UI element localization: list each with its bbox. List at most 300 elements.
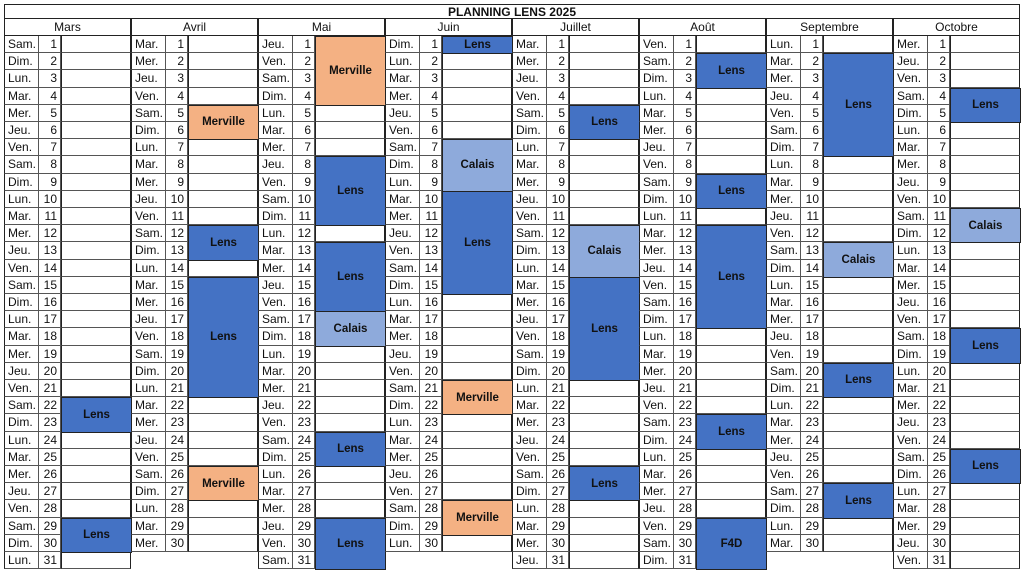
weekday-cell: Jeu. — [131, 432, 166, 449]
weekday-cell: Ven. — [4, 380, 39, 397]
weekday-cell: Jeu. — [512, 191, 547, 208]
day-number-cell: 16 — [293, 294, 315, 311]
weekday-cell: Mer. — [639, 122, 674, 139]
weekday-cell: Dim. — [512, 242, 547, 259]
event-cell — [315, 466, 385, 483]
weekday-cell: Lun. — [766, 518, 801, 535]
event-cell — [823, 466, 893, 483]
event-cell — [950, 36, 1020, 53]
event-cell — [315, 380, 385, 397]
event-cell — [569, 552, 639, 569]
event-cell — [950, 139, 1020, 156]
weekday-cell: Mar. — [893, 260, 928, 277]
day-number-cell: 16 — [420, 294, 442, 311]
weekday-cell: Ven. — [893, 311, 928, 328]
event-cell — [315, 139, 385, 156]
day-number-cell: 27 — [39, 483, 61, 500]
event-merville-avril: Merville — [188, 466, 259, 501]
day-number-cell: 22 — [293, 397, 315, 414]
day-number-cell: 11 — [674, 208, 696, 225]
event-cell — [61, 122, 131, 139]
weekday-cell: Mer. — [512, 174, 547, 191]
weekday-cell: Jeu. — [4, 363, 39, 380]
event-cell — [569, 449, 639, 466]
day-number-cell: 12 — [928, 225, 950, 242]
event-f4d-aout: F4D — [696, 518, 767, 571]
weekday-cell: Lun. — [512, 500, 547, 517]
day-number-cell: 28 — [547, 500, 569, 517]
event-cell — [315, 363, 385, 380]
day-number-cell: 4 — [39, 88, 61, 105]
event-cell — [442, 122, 512, 139]
day-number-cell: 18 — [928, 328, 950, 345]
day-number-cell: 21 — [166, 380, 188, 397]
day-number-cell: 21 — [928, 380, 950, 397]
day-number-cell: 16 — [166, 294, 188, 311]
event-cell — [569, 191, 639, 208]
weekday-cell: Jeu. — [131, 191, 166, 208]
event-cell — [696, 380, 766, 397]
weekday-cell: Jeu. — [4, 122, 39, 139]
event-cell — [442, 53, 512, 70]
weekday-cell: Jeu. — [893, 174, 928, 191]
weekday-cell: Sam. — [512, 105, 547, 122]
event-cell — [188, 432, 258, 449]
weekday-cell: Jeu. — [258, 518, 293, 535]
weekday-cell: Mer. — [766, 70, 801, 87]
day-number-cell: 24 — [674, 432, 696, 449]
weekday-cell: Jeu. — [512, 552, 547, 569]
weekday-cell: Jeu. — [4, 242, 39, 259]
day-number-cell: 1 — [928, 36, 950, 53]
event-lens-juin: Lens — [442, 36, 513, 54]
month-header-juin: Juin — [385, 19, 512, 36]
day-number-cell: 3 — [166, 70, 188, 87]
event-cell — [569, 53, 639, 70]
weekday-cell: Ven. — [766, 346, 801, 363]
day-number-cell: 25 — [928, 449, 950, 466]
event-cell — [569, 70, 639, 87]
day-number-cell: 31 — [293, 552, 315, 569]
day-number-cell: 10 — [166, 191, 188, 208]
weekday-cell: Jeu. — [385, 105, 420, 122]
event-cell — [442, 311, 512, 328]
day-number-cell: 7 — [547, 139, 569, 156]
weekday-cell: Sam. — [893, 88, 928, 105]
weekday-cell: Mer. — [258, 380, 293, 397]
day-number-cell: 20 — [166, 363, 188, 380]
day-number-cell: 12 — [293, 225, 315, 242]
weekday-cell: Lun. — [385, 294, 420, 311]
day-number-cell: 15 — [39, 277, 61, 294]
weekday-cell: Sam. — [639, 53, 674, 70]
event-cell — [823, 397, 893, 414]
day-number-cell: 11 — [420, 208, 442, 225]
day-number-cell: 12 — [801, 225, 823, 242]
day-number-cell: 5 — [39, 105, 61, 122]
day-number-cell: 15 — [293, 277, 315, 294]
weekday-cell: Lun. — [512, 380, 547, 397]
weekday-cell: Sam. — [893, 449, 928, 466]
day-number-cell: 17 — [39, 311, 61, 328]
weekday-cell: Jeu. — [893, 53, 928, 70]
weekday-cell: Mer. — [131, 535, 166, 552]
day-number-cell: 3 — [547, 70, 569, 87]
weekday-cell: Ven. — [258, 294, 293, 311]
event-cell — [696, 88, 766, 105]
weekday-cell: Dim. — [258, 449, 293, 466]
event-cell — [569, 88, 639, 105]
event-cell — [315, 414, 385, 431]
weekday-cell: Lun. — [385, 53, 420, 70]
weekday-cell: Sam. — [893, 328, 928, 345]
weekday-cell: Lun. — [766, 397, 801, 414]
day-number-cell: 16 — [928, 294, 950, 311]
event-cell — [696, 449, 766, 466]
day-number-cell: 10 — [928, 191, 950, 208]
event-cell — [950, 380, 1020, 397]
weekday-cell: Jeu. — [766, 449, 801, 466]
event-cell — [61, 466, 131, 483]
day-number-cell: 22 — [801, 397, 823, 414]
day-number-cell: 21 — [293, 380, 315, 397]
day-number-cell: 27 — [928, 483, 950, 500]
weekday-cell: Lun. — [893, 122, 928, 139]
day-number-cell: 19 — [166, 346, 188, 363]
weekday-cell: Mar. — [131, 156, 166, 173]
day-number-cell: 30 — [547, 535, 569, 552]
event-cell — [950, 260, 1020, 277]
day-number-cell: 23 — [420, 414, 442, 431]
event-calais-juillet: Calais — [569, 225, 640, 278]
weekday-cell: Dim. — [4, 535, 39, 552]
day-number-cell: 23 — [293, 414, 315, 431]
day-number-cell: 10 — [547, 191, 569, 208]
weekday-cell: Mar. — [131, 277, 166, 294]
day-number-cell: 1 — [39, 36, 61, 53]
day-number-cell: 29 — [420, 518, 442, 535]
day-number-cell: 25 — [166, 449, 188, 466]
weekday-cell: Mar. — [385, 191, 420, 208]
weekday-cell: Dim. — [4, 174, 39, 191]
weekday-cell: Sam. — [766, 242, 801, 259]
day-number-cell: 5 — [674, 105, 696, 122]
weekday-cell: Lun. — [639, 208, 674, 225]
weekday-cell: Jeu. — [893, 414, 928, 431]
day-number-cell: 23 — [801, 414, 823, 431]
event-cell — [188, 36, 258, 53]
weekday-cell: Ven. — [131, 328, 166, 345]
weekday-cell: Sam. — [258, 70, 293, 87]
month-header-mars: Mars — [4, 19, 131, 36]
event-cell — [696, 139, 766, 156]
day-number-cell: 18 — [39, 328, 61, 345]
day-number-cell: 16 — [801, 294, 823, 311]
day-number-cell: 10 — [801, 191, 823, 208]
day-number-cell: 9 — [547, 174, 569, 191]
day-number-cell: 2 — [801, 53, 823, 70]
weekday-cell: Jeu. — [639, 500, 674, 517]
day-number-cell: 22 — [39, 397, 61, 414]
weekday-cell: Mer. — [893, 518, 928, 535]
day-number-cell: 17 — [293, 311, 315, 328]
day-number-cell: 30 — [166, 535, 188, 552]
weekday-cell: Dim. — [893, 346, 928, 363]
day-number-cell: 12 — [166, 225, 188, 242]
day-number-cell: 25 — [547, 449, 569, 466]
weekday-cell: Mar. — [639, 466, 674, 483]
weekday-cell: Mar. — [512, 36, 547, 53]
weekday-cell: Ven. — [512, 88, 547, 105]
day-number-cell: 25 — [420, 449, 442, 466]
day-number-cell: 26 — [420, 466, 442, 483]
event-cell — [442, 432, 512, 449]
day-number-cell: 6 — [928, 122, 950, 139]
event-cell — [569, 500, 639, 517]
weekday-cell: Ven. — [639, 397, 674, 414]
event-cell — [442, 88, 512, 105]
event-merville-juin: Merville — [442, 380, 513, 415]
weekday-cell: Dim. — [639, 552, 674, 569]
month-header-avril: Avril — [131, 19, 258, 36]
weekday-cell: Lun. — [258, 105, 293, 122]
weekday-cell: Sam. — [639, 535, 674, 552]
day-number-cell: 7 — [39, 139, 61, 156]
weekday-cell: Sam. — [639, 174, 674, 191]
day-number-cell: 21 — [547, 380, 569, 397]
weekday-cell: Sam. — [258, 311, 293, 328]
day-number-cell: 26 — [801, 466, 823, 483]
event-lens-septembre: Lens — [823, 53, 894, 157]
day-number-cell: 21 — [39, 380, 61, 397]
weekday-cell: Dim. — [639, 191, 674, 208]
event-cell — [696, 208, 766, 225]
weekday-cell: Mar. — [766, 414, 801, 431]
weekday-cell: Sam. — [512, 466, 547, 483]
event-cell — [569, 535, 639, 552]
day-number-cell: 23 — [674, 414, 696, 431]
day-number-cell: 10 — [420, 191, 442, 208]
day-number-cell: 20 — [420, 363, 442, 380]
event-cell — [950, 518, 1020, 535]
weekday-cell: Dim. — [766, 260, 801, 277]
event-cell — [61, 500, 131, 517]
month-header-juillet: Juillet — [512, 19, 639, 36]
day-number-cell: 4 — [547, 88, 569, 105]
weekday-cell: Mar. — [512, 156, 547, 173]
day-number-cell: 17 — [547, 311, 569, 328]
day-number-cell: 19 — [674, 346, 696, 363]
weekday-cell: Ven. — [385, 363, 420, 380]
day-number-cell: 29 — [928, 518, 950, 535]
event-cell — [61, 277, 131, 294]
weekday-cell: Mer. — [766, 311, 801, 328]
weekday-cell: Dim. — [385, 36, 420, 53]
weekday-cell: Sam. — [385, 139, 420, 156]
event-cell — [315, 397, 385, 414]
weekday-cell: Jeu. — [131, 70, 166, 87]
day-number-cell: 3 — [928, 70, 950, 87]
event-cell — [569, 36, 639, 53]
event-cell — [61, 139, 131, 156]
event-cell — [569, 432, 639, 449]
day-number-cell: 6 — [39, 122, 61, 139]
weekday-cell: Mer. — [131, 174, 166, 191]
day-number-cell: 14 — [801, 260, 823, 277]
event-cell — [61, 174, 131, 191]
day-number-cell: 29 — [547, 518, 569, 535]
day-number-cell: 18 — [801, 328, 823, 345]
event-cell — [442, 363, 512, 380]
weekday-cell: Ven. — [893, 191, 928, 208]
event-cell — [61, 311, 131, 328]
day-number-cell: 28 — [293, 500, 315, 517]
event-cell — [823, 294, 893, 311]
weekday-cell: Jeu. — [131, 311, 166, 328]
day-number-cell: 6 — [166, 122, 188, 139]
weekday-cell: Dim. — [766, 139, 801, 156]
event-cell — [823, 311, 893, 328]
event-cell — [696, 466, 766, 483]
weekday-cell: Mar. — [639, 105, 674, 122]
weekday-cell: Mer. — [512, 53, 547, 70]
weekday-cell: Ven. — [512, 449, 547, 466]
day-number-cell: 5 — [547, 105, 569, 122]
weekday-cell: Mar. — [4, 449, 39, 466]
weekday-cell: Mar. — [766, 294, 801, 311]
event-cell — [61, 36, 131, 53]
day-number-cell: 10 — [293, 191, 315, 208]
day-number-cell: 29 — [801, 518, 823, 535]
day-number-cell: 14 — [166, 260, 188, 277]
weekday-cell: Dim. — [893, 225, 928, 242]
event-cell — [950, 156, 1020, 173]
weekday-cell: Mer. — [4, 346, 39, 363]
weekday-cell: Lun. — [512, 260, 547, 277]
day-number-cell: 18 — [547, 328, 569, 345]
weekday-cell: Mar. — [385, 311, 420, 328]
weekday-cell: Lun. — [385, 414, 420, 431]
day-number-cell: 5 — [801, 105, 823, 122]
event-cell — [315, 346, 385, 363]
event-cell — [188, 208, 258, 225]
weekday-cell: Dim. — [893, 105, 928, 122]
event-cell — [950, 500, 1020, 517]
weekday-cell: Mer. — [512, 294, 547, 311]
weekday-cell: Sam. — [131, 225, 166, 242]
weekday-cell: Dim. — [258, 208, 293, 225]
weekday-cell: Ven. — [258, 174, 293, 191]
event-cell — [61, 105, 131, 122]
event-cell — [188, 518, 258, 535]
day-number-cell: 19 — [420, 346, 442, 363]
event-lens-aout: Lens — [696, 414, 767, 449]
weekday-cell: Ven. — [131, 88, 166, 105]
event-cell — [950, 122, 1020, 139]
weekday-cell: Ven. — [4, 500, 39, 517]
weekday-cell: Lun. — [893, 242, 928, 259]
day-number-cell: 27 — [293, 483, 315, 500]
weekday-cell: Ven. — [4, 260, 39, 277]
weekday-cell: Mar. — [4, 88, 39, 105]
weekday-cell: Jeu. — [893, 294, 928, 311]
event-cell — [823, 535, 893, 552]
day-number-cell: 9 — [39, 174, 61, 191]
day-number-cell: 24 — [166, 432, 188, 449]
event-cell — [950, 363, 1020, 380]
weekday-cell: Mar. — [258, 122, 293, 139]
day-number-cell: 3 — [293, 70, 315, 87]
weekday-cell: Mer. — [512, 414, 547, 431]
event-cell — [569, 156, 639, 173]
event-cell — [188, 449, 258, 466]
day-number-cell: 11 — [39, 208, 61, 225]
weekday-cell: Jeu. — [512, 432, 547, 449]
weekday-cell: Sam. — [258, 191, 293, 208]
day-number-cell: 27 — [674, 483, 696, 500]
event-lens-mars: Lens — [61, 397, 132, 432]
day-number-cell: 7 — [166, 139, 188, 156]
day-number-cell: 19 — [293, 346, 315, 363]
day-number-cell: 28 — [166, 500, 188, 517]
day-number-cell: 10 — [39, 191, 61, 208]
day-number-cell: 20 — [801, 363, 823, 380]
day-number-cell: 13 — [166, 242, 188, 259]
day-number-cell: 14 — [39, 260, 61, 277]
day-number-cell: 22 — [547, 397, 569, 414]
weekday-cell: Lun. — [258, 225, 293, 242]
event-cell — [823, 36, 893, 53]
event-calais-mai: Calais — [315, 311, 386, 346]
day-number-cell: 23 — [39, 414, 61, 431]
event-lens-octobre: Lens — [950, 88, 1021, 123]
weekday-cell: Mer. — [893, 156, 928, 173]
weekday-cell: Sam. — [258, 432, 293, 449]
weekday-cell: Mer. — [893, 277, 928, 294]
day-number-cell: 21 — [674, 380, 696, 397]
day-number-cell: 16 — [674, 294, 696, 311]
event-cell — [823, 432, 893, 449]
weekday-cell: Lun. — [893, 483, 928, 500]
day-number-cell: 30 — [674, 535, 696, 552]
event-cell — [188, 88, 258, 105]
weekday-cell: Dim. — [4, 414, 39, 431]
weekday-cell: Lun. — [4, 70, 39, 87]
day-number-cell: 24 — [39, 432, 61, 449]
day-number-cell: 17 — [166, 311, 188, 328]
day-number-cell: 1 — [674, 36, 696, 53]
day-number-cell: 15 — [547, 277, 569, 294]
day-number-cell: 25 — [801, 449, 823, 466]
event-cell — [188, 260, 258, 277]
event-cell — [950, 242, 1020, 259]
day-number-cell: 8 — [674, 156, 696, 173]
day-number-cell: 8 — [39, 156, 61, 173]
weekday-cell: Sam. — [639, 294, 674, 311]
event-cell — [950, 294, 1020, 311]
day-number-cell: 11 — [801, 208, 823, 225]
weekday-cell: Sam. — [512, 225, 547, 242]
weekday-cell: Mer. — [258, 139, 293, 156]
day-number-cell: 14 — [420, 260, 442, 277]
day-number-cell: 7 — [420, 139, 442, 156]
event-merville-avril: Merville — [188, 105, 259, 140]
weekday-cell: Sam. — [4, 156, 39, 173]
event-calais-septembre: Calais — [823, 242, 894, 277]
weekday-cell: Ven. — [258, 535, 293, 552]
event-cell — [61, 208, 131, 225]
day-number-cell: 18 — [166, 328, 188, 345]
